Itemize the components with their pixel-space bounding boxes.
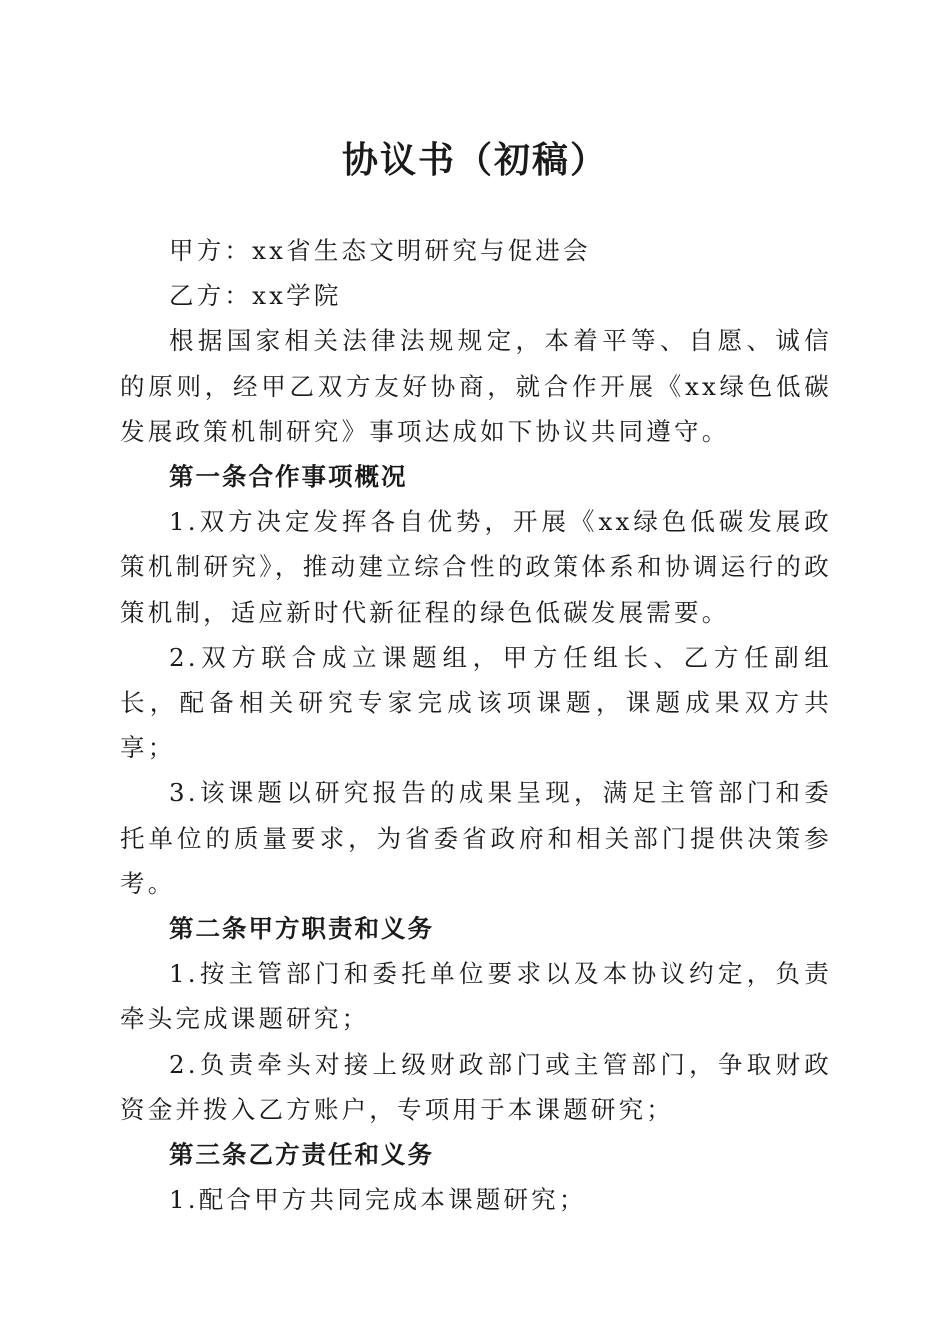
party-a: 甲方：xx省生态文明研究与促进会 [169, 236, 591, 265]
article-1-item-1: 1.双方决定发挥各自优势，开展《xx绿色低碳发展政策机制研究》，推动建立综合性的政策体系和协调运行的政策机制，适应新时代新征程的绿色低碳发展需要。 [120, 507, 832, 627]
article-1-item-2: 2.双方联合成立课题组，甲方任组长、乙方任副组长，配备相关研究专家完成该项课题，课题成果双方共享； [120, 642, 832, 763]
document-body [120, 228, 832, 1222]
document-title: 协议书（初稿） [341, 139, 608, 181]
article-1-heading: 第一条合作事项概况 [169, 462, 408, 492]
article-2-item-2: 2.负责牵头对接上级财政部门或主管部门，争取财政资金并拨入乙方账户，专项用于本课题研究； [120, 1049, 832, 1124]
article-2-item-1: 1.按主管部门和委托单位要求以及本协议约定，负责牵头完成课题研究； [120, 959, 832, 1034]
article-3-item-1: 1.配合甲方共同完成本课题研究； [169, 1185, 587, 1215]
party-b: 乙方：xx学院 [169, 281, 342, 311]
article-2-heading: 第二条甲方职责和义务 [169, 914, 434, 944]
article-3-heading: 第三条乙方责任和义务 [169, 1140, 434, 1170]
article-1-item-3: 3.该课题以研究报告的成果呈现，满足主管部门和委托单位的质量要求，为省委省政府和相关部门提供决策参考。 [120, 778, 832, 898]
preamble: 根据国家相关法律法规规定，本着平等、自愿、诚信的原则，经甲乙双方友好协商，就合作开展《xx绿色低碳发展政策机制研究》事项达成如下协议共同遵守。 [120, 326, 832, 446]
